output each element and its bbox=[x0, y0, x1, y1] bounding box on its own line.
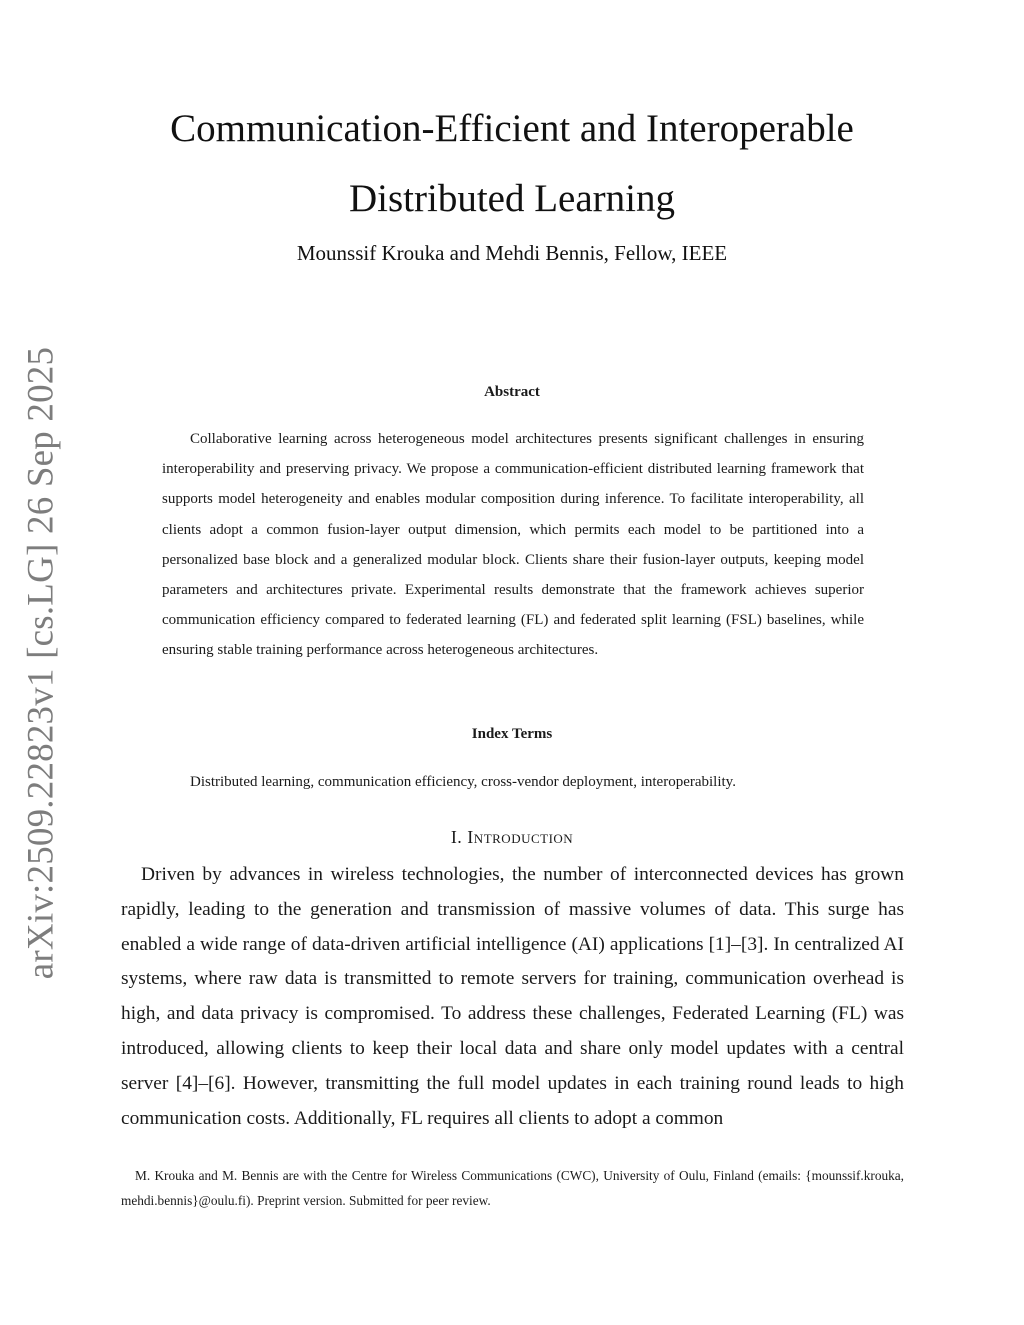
author-line: Mounssif Krouka and Mehdi Bennis, Fellow, IEEE bbox=[296, 241, 728, 265]
index-terms-text: Distributed learning, communication efficiency, cross-vendor deployment, interoperability. bbox=[190, 774, 736, 790]
arxiv-identifier-stamp: arXiv:2509.22823v1 [cs.LG] 26 Sep 2025 bbox=[20, 346, 62, 980]
introduction-paragraph: Driven by advances in wireless technologies, the number of interconnected devices has grown rapidly, leading to the generation and transmission of massive volumes of data. This surge has enabled a wide range of data-driven artificial intelligence (AI) applications [1]–[3]. In centralized AI systems, where raw data is transmitted to remote servers for training, communication overhead is high, and data privacy is compromised. To address these challenges, Federated Learning (FL) was introduced, allowing clients to keep their local data and share only model updates with a central server [4]–[6]. However, transmitting the full model updates in each training round leads to high communication costs. Additionally, FL requires all clients to adopt a common bbox=[121, 864, 904, 1129]
abstract-heading: Abstract bbox=[484, 384, 540, 400]
index-terms-heading: Index Terms bbox=[471, 726, 553, 742]
section-heading-introduction: I. Introduction bbox=[450, 827, 574, 847]
paper-title: Communication-Efficient and Interoperable Distributed Learning bbox=[170, 107, 854, 220]
author-affiliation-footnote: M. Krouka and M. Bennis are with the Centre for Wireless Communications (CWC), University of Oulu, Finland (emails: {mounssif.krouka, mehdi.bennis}@oulu.fi). Preprint version. Submitted for peer review. bbox=[121, 1168, 904, 1208]
abstract-text: Collaborative learning across heterogeneous model architectures presents significant challenges in ensuring interoperability and preserving privacy. We propose a communication-efficient distributed learning framework that supports model heterogeneity and enables modular composition during inference. To facilitate interoperability, all clients adopt a common fusion-layer output dimension, which permits each model to be partitioned into a personalized base block and a generalized modular block. Clients share their fusion-layer outputs, keeping model parameters and architectures private. Experimental results demonstrate that the framework achieves superior communication efficiency compared to federated learning (FL) and federated split learning (FSL) baselines, while ensuring stable training performance across heterogeneous architectures. bbox=[162, 431, 864, 659]
